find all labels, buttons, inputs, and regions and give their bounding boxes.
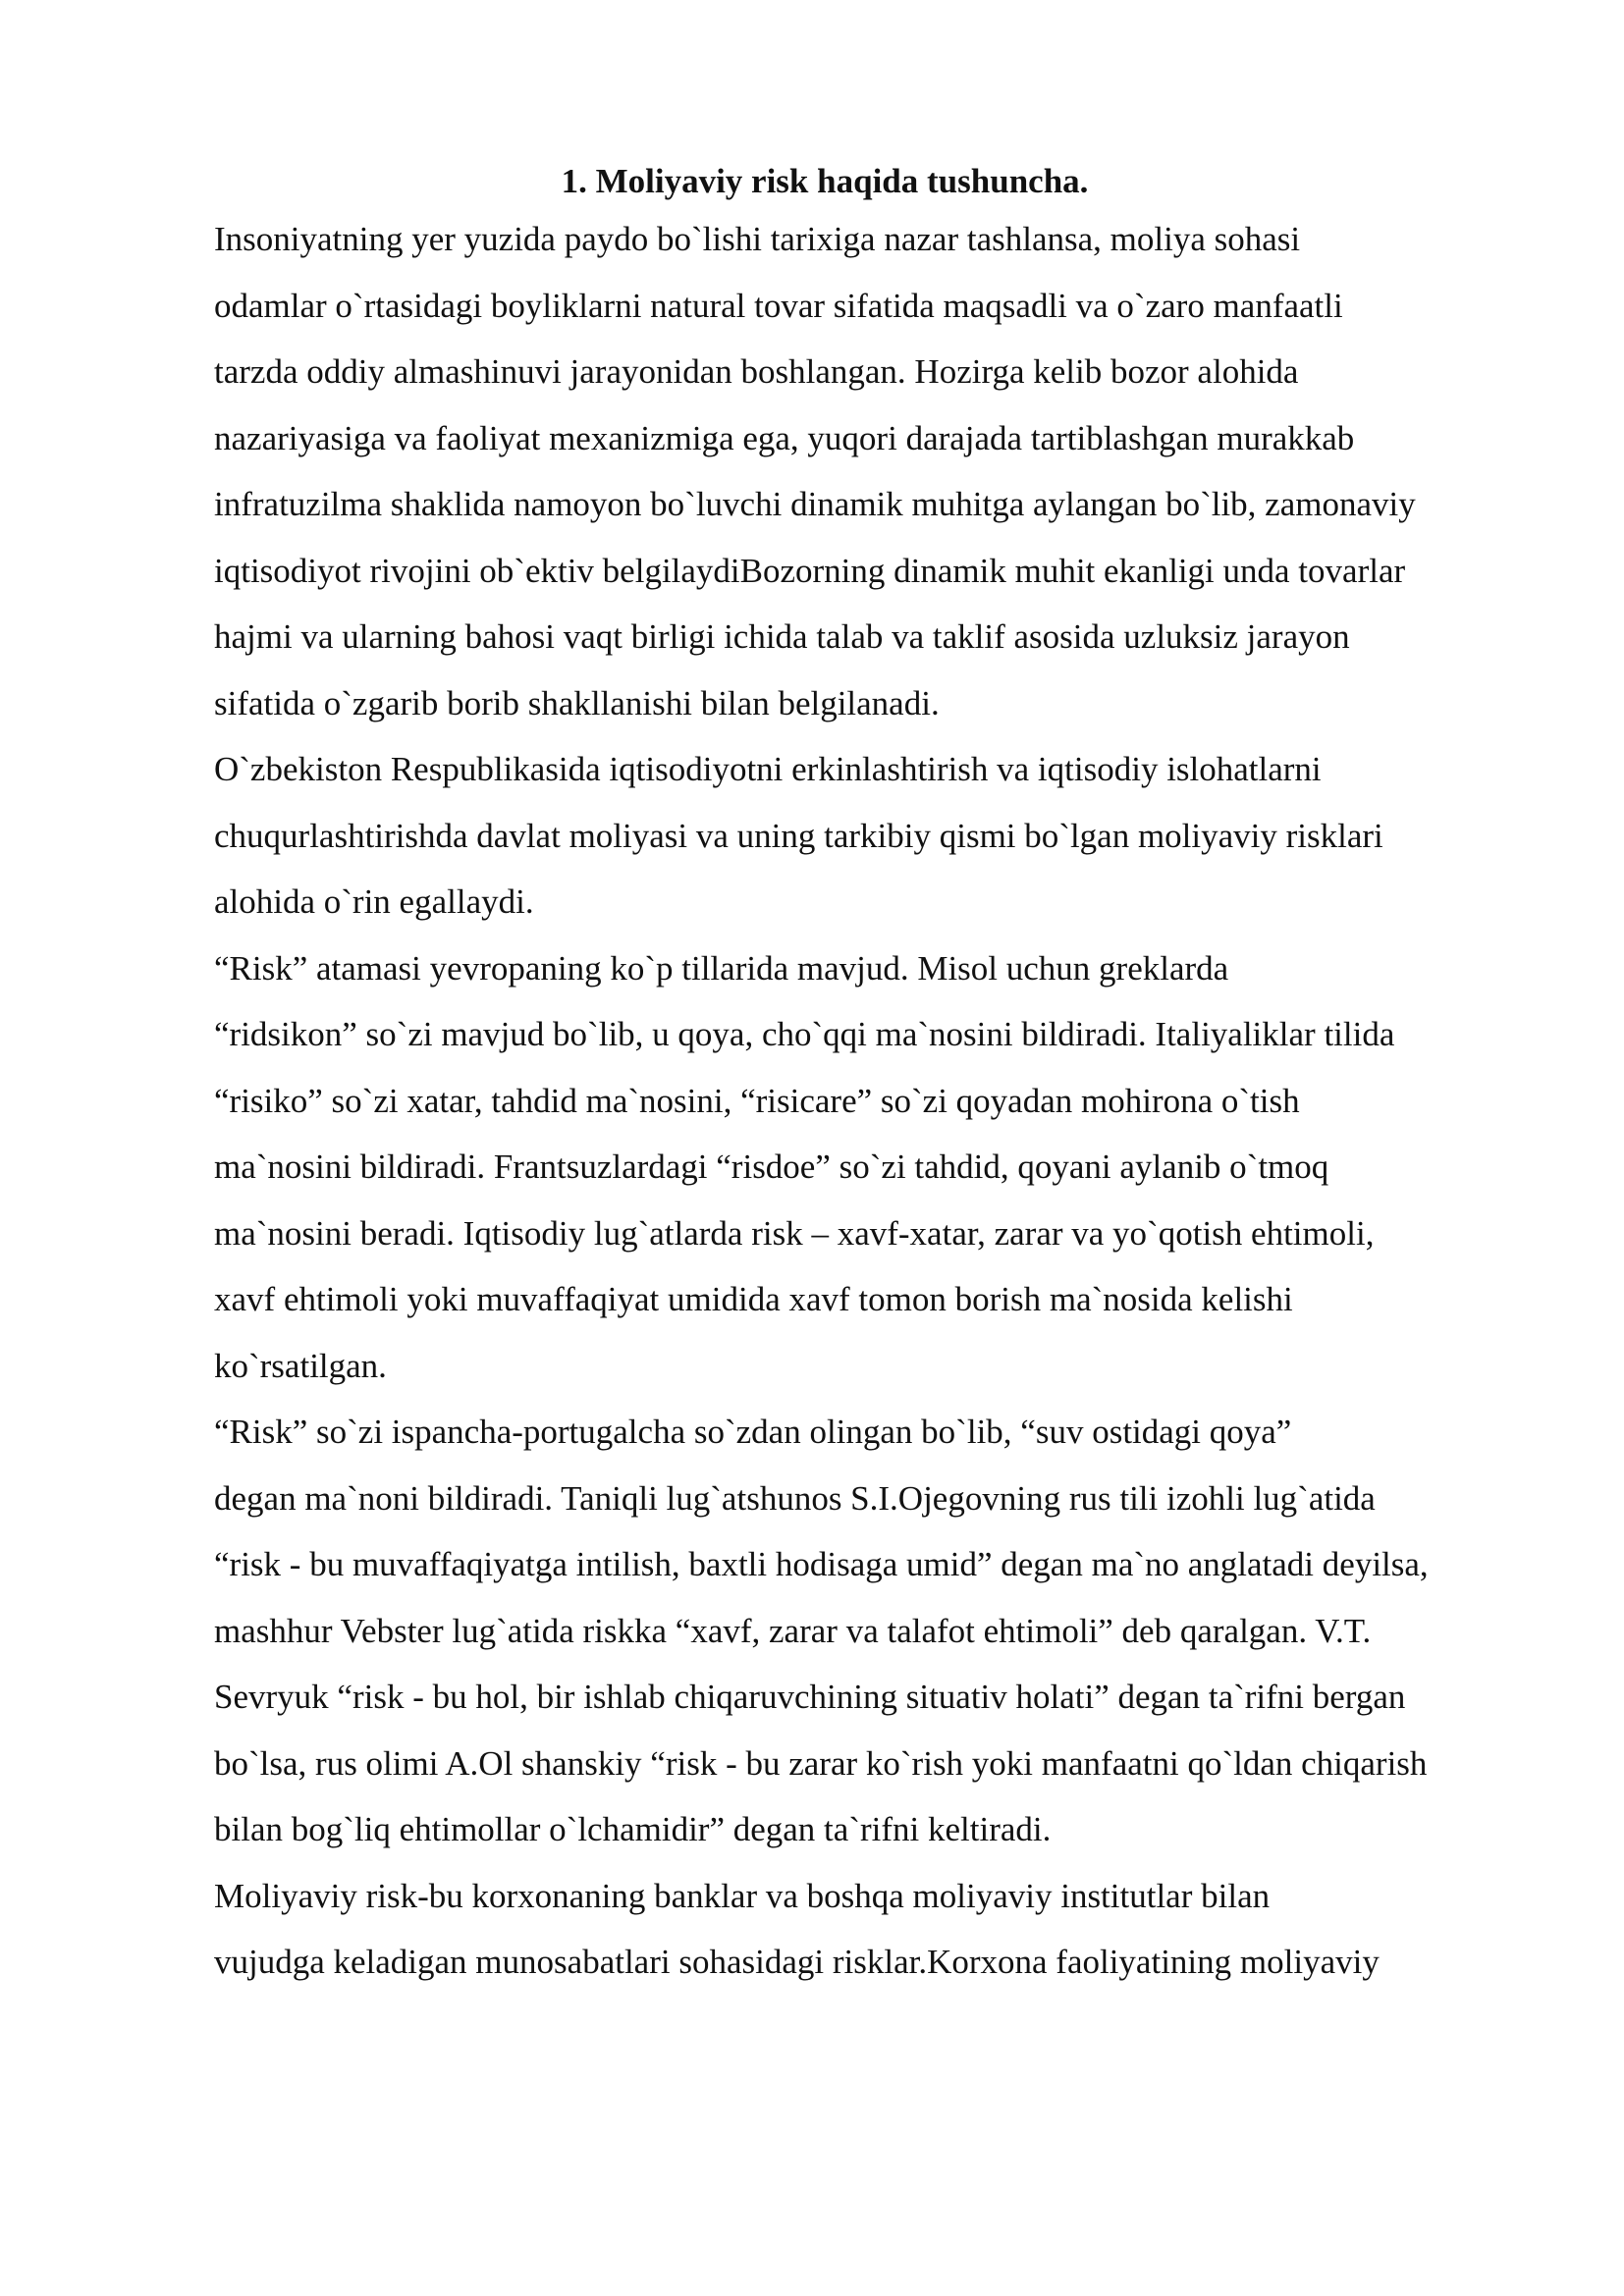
text-line: mashhur Vebster lug`atida riskka “xavf, zarar va talafot ehtimoli” deb qaralgan. V.T. [214, 1611, 1372, 1650]
text-line: sifatida o`zgarib borib shakllanishi bilan belgilanadi. [214, 683, 940, 722]
paragraph-2 [137, 736, 1512, 935]
paragraph-5 [137, 1863, 1512, 1996]
text-line: infratuzilma shaklida namoyon bo`luvchi dinamik muhitga aylangan bo`lib, zamonaviy [214, 485, 1416, 523]
text-line: “risk - bu muvaffaqiyatga intilish, baxtli hodisaga umid” degan ma`no anglatadi deyilsa, [214, 1545, 1429, 1583]
text-line: ko`rsatilgan. [214, 1346, 387, 1385]
text-line: bilan bog`liq ehtimollar o`lchamidir” degan ta`rifni keltiradi. [214, 1810, 1052, 1848]
text-line: vujudga keladigan munosabatlari sohasidagi risklar.Korxona faoliyatining moliyaviy [214, 1943, 1380, 1981]
text-line: Moliyaviy risk-bu korxonaning banklar va boshqa moliyaviy institutlar bilan [214, 1876, 1271, 1915]
text-line: degan ma`noni bildiradi. Taniqli lug`atshunos S.I.Ojegovning rus tili izohli lug`atida [214, 1478, 1376, 1518]
text-line: tarzda oddiy almashinuvi jarayonidan boshlangan. Hozirga kelib bozor alohida [214, 352, 1299, 391]
text-line: nazariyasiga va faoliyat mexanizmiga ega, yuqori darajada tartiblashgan murakkab [214, 418, 1355, 457]
paragraph-1 [137, 206, 1512, 736]
text-line: ma`nosini beradi. Iqtisodiy lug`atlarda risk – xavf-xatar, zarar va yo`qotish ehtimoli, [214, 1213, 1375, 1253]
paragraph-4 [137, 1399, 1512, 1863]
document-title: 1. Moliyaviy risk haqida tushuncha. [561, 162, 1089, 200]
text-line: “Risk” atamasi yevropaning ko`p tillarida mavjud. Misol uchun greklarda [214, 948, 1229, 988]
text-line: xavf ehtimoli yoki muvaffaqiyat umidida xavf tomon borish ma`nosida kelishi [214, 1280, 1293, 1318]
text-line: iqtisodiyot rivojini ob`ektiv belgilaydiBozorning dinamik muhit ekanligi unda tovarlar [214, 551, 1406, 590]
text-line: “ridsikon” so`zi mavjud bo`lib, u qoya, cho`qqi ma`nosini bildiradi. Italiyaliklar tilida [214, 1015, 1395, 1053]
text-line: Insoniyatning yer yuzida paydo bo`lishi tarixiga nazar tashlansa, moliya sohasi [214, 220, 1301, 258]
text-line: odamlar o`rtasidagi boyliklarni natural tovar sifatida maqsadli va o`zaro manfaatli [214, 286, 1343, 325]
text-line: hajmi va ularning bahosi vaqt birligi ichida talab va taklif asosida uzluksiz jarayon [214, 617, 1350, 656]
text-line: chuqurlashtirishda davlat moliyasi va uning tarkibiy qismi bo`lgan moliyaviy risklari [214, 816, 1383, 855]
text-line: bo`lsa, rus olimi A.Ol shanskiy “risk - bu zarar ko`rish yoki manfaatni qo`ldan chiqarish [214, 1743, 1428, 1783]
text-line: “Risk” so`zi ispancha-portugalcha so`zdan olingan bo`lib, “suv ostidagi qoya” [214, 1413, 1292, 1451]
document-body [137, 157, 1512, 1996]
text-line: alohida o`rin egallaydi. [214, 882, 534, 921]
text-line: ma`nosini bildiradi. Frantsuzlardagi “risdoe” so`zi tahdid, qoyani aylanib o`tmoq [214, 1148, 1329, 1186]
text-line: “risiko” so`zi xatar, tahdid ma`nosini, “risicare” so`zi qoyadan mohirona o`tish [214, 1081, 1300, 1120]
paragraph-3 [137, 935, 1512, 1400]
text-line: Sevryuk “risk - bu hol, bir ishlab chiqaruvchining situativ holati” degan ta`rifni bergan [214, 1678, 1406, 1716]
text-line: O`zbekiston Respublikasida iqtisodiyotni erkinlashtirish va iqtisodiy islohatlarni [214, 750, 1322, 788]
